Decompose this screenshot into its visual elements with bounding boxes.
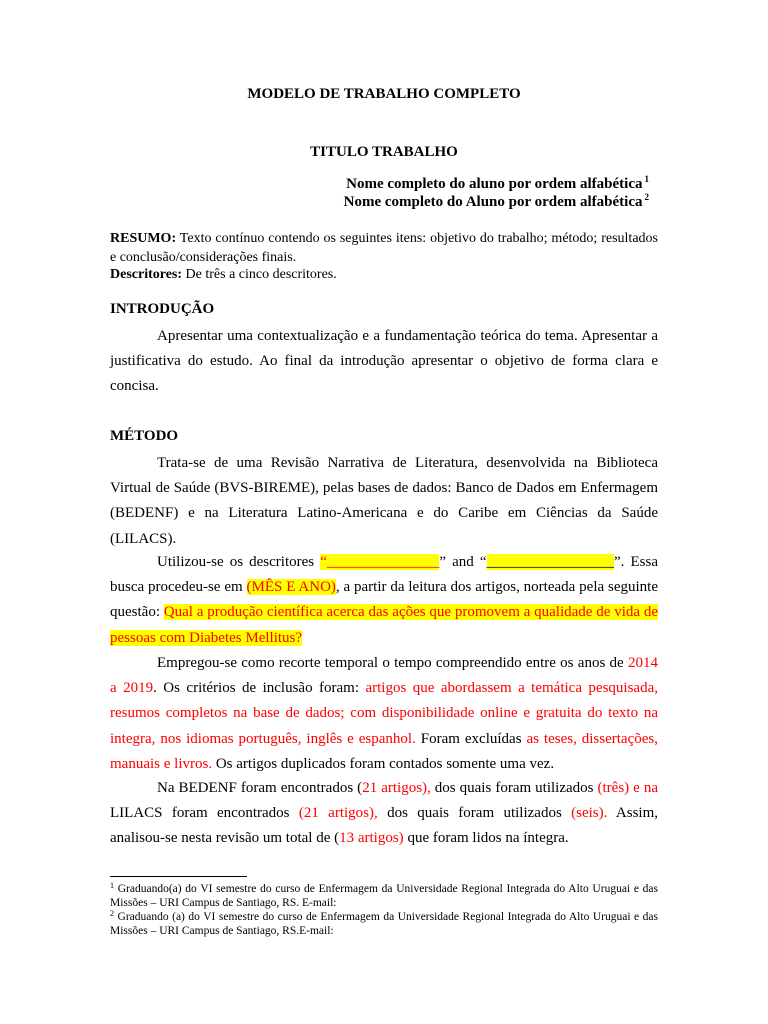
introducao-heading: INTRODUÇÃO (110, 301, 215, 317)
metodo-paragraph-2: Utilizou-se os descritores “_______________” and “_________________”. Essa busca procedeu-se em (MÊS E ANO), a partir da leitura dos artigos, norteada pela seguinte questão: Qual a produção científica acerca das ações que promovem a qualidade de vida de pessoas com Diabetes Mellitus? (110, 554, 659, 646)
resumo-label: RESUMO: (110, 231, 177, 246)
lilacs-found-count: (21 artigos), (298, 805, 378, 822)
author-line-1 (346, 174, 649, 193)
resumo-text: Texto contínuo contendo os seguintes itens: objetivo do trabalho; método; resultados e conclusão/considerações finais. (110, 231, 658, 265)
descritores-label: Descritores: (110, 267, 183, 282)
total-articles-count: 13 artigos) (339, 830, 404, 847)
metodo-heading: MÉTODO (110, 428, 179, 444)
footnote-marker-2: 2 (644, 192, 649, 202)
inclusion-criteria: artigos que abordassem a temática pesquisada, resumos completos na base de dados; com disponibilidade online e gratuita do texto na integra, nos idiomas português, inglês e espanhol. (110, 680, 658, 747)
metodo-paragraph-1: Trata-se de uma Revisão Narrativa de Literatura, desenvolvida na Biblioteca Virtual de Saúde (BVS-BIREME), pelas bases de dados: Banco de Dados em Enfermagem (BEDENF) e na Literatura Latino-Americana e do Caribe em Ciências da Saúde (LILACS). (110, 455, 658, 547)
exclusion-criteria: as teses, dissertações, manuais e livros. (110, 730, 658, 772)
footnote-marker-1: 1 (644, 174, 649, 184)
search-date-placeholder: (MÊS E ANO) (246, 579, 336, 596)
work-title: TITULO TRABALHO (310, 144, 458, 160)
metodo-paragraph-3: Empregou-se como recorte temporal o tempo compreendido entre os anos de 2014 a 2019. Os critérios de inclusão foram: artigos que abordassem a temática pesquisada, resumos completos na base de dados; com disponibilidade online e gratuita do texto na integra, nos idiomas português, inglês e espanhol. Foram excluídas as teses, dissertações, manuais e livros. Os artigos duplicados foram contados somente uma vez. (110, 655, 658, 772)
footnote-separator (110, 876, 247, 877)
research-question: Qual a produção científica acerca das ações que promovem a qualidade de vida de pessoas com Diabetes Mellitus? (110, 604, 658, 646)
footnote-2: $^2$ Graduando (a) do VI semestre do curso de Enfermagem da Universidade Regional Integrada do Alto Uruguai e das Missões – URI Campus de Santiago, RS.E-mail: (110, 909, 658, 937)
metodo-paragraph-4: Na BEDENF foram encontrados (21 artigos), dos quais foram utilizados (três) e na LILACS foram encontrados (21 artigos), dos quais foram utilizados (seis). Assim, analisou-se nesta revisão um total de (13 artigos) que foram lidos na íntegra. (110, 780, 659, 847)
footnote-1: $^1$ Graduando(a) do VI semestre do curso de Enfermagem da Universidade Regional Integrada do Alto Uruguai e das Missões – URI Campus de Santiago, RS. E-mail: (110, 881, 658, 909)
resumo-paragraph (110, 229, 658, 267)
bedenf-found-count: 21 artigos), (362, 780, 431, 796)
document-title: MODELO DE TRABALHO COMPLETO (247, 86, 521, 102)
descritores-paragraph (110, 265, 658, 284)
author-line-2 (344, 192, 649, 211)
author-name-1: Nome completo do aluno por ordem alfabética (346, 176, 643, 192)
descritores-text: De três a cinco descritores. (182, 267, 337, 282)
bedenf-used-count: (três) e na (597, 780, 658, 796)
lilacs-used-count: (seis). (571, 805, 608, 822)
time-range: 2014 a 2019 (110, 655, 658, 697)
descritor-blank-1: “_______________ (320, 554, 440, 570)
introducao-paragraph: Apresentar uma contextualização e a fundamentação teórica do tema. Apresentar a justificativa do estudo. Ao final da introdução apresentar o objetivo de forma clara e concisa. (110, 328, 658, 395)
author-name-2: Nome completo do Aluno por ordem alfabética (343, 194, 643, 210)
descritor-blank-2: _________________ (486, 554, 615, 570)
